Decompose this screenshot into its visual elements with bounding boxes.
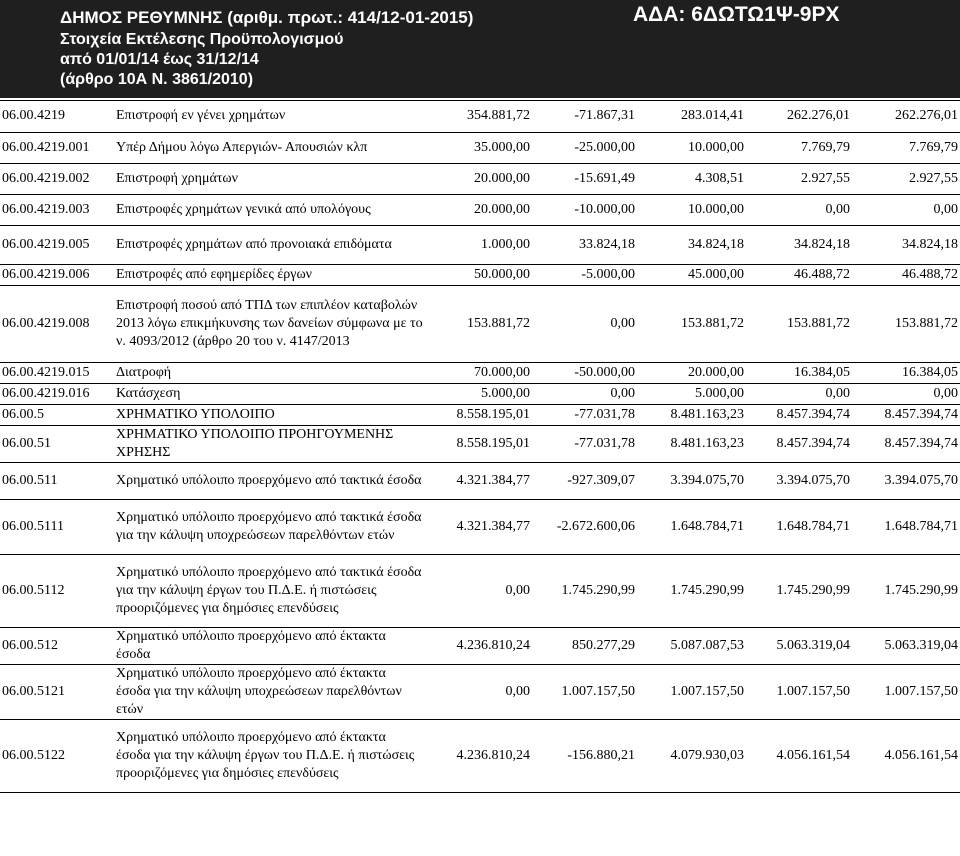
certified-amount-cell: 5.063.319,04 (746, 627, 852, 664)
budget-initial-cell: 50.000,00 (424, 264, 532, 285)
budget-table-container (0, 100, 960, 856)
collected-amount-cell: 8.457.394,74 (852, 404, 960, 425)
budget-final-cell: 153.881,72 (637, 285, 746, 362)
collected-amount-cell: 0,00 (852, 194, 960, 225)
budget-final-cell: 8.481.163,23 (637, 425, 746, 462)
description-cell: Επιστροφή χρημάτων (112, 163, 424, 194)
budget-final-cell: 4.308,51 (637, 163, 746, 194)
budget-initial-cell: 20.000,00 (424, 194, 532, 225)
budget-final-cell: 283.014,41 (637, 101, 746, 132)
collected-amount-cell: 5.063.319,04 (852, 627, 960, 664)
collected-amount-cell: 1.648.784,71 (852, 499, 960, 554)
description-cell: Χρηματικό υπόλοιπο προερχόμενο από έκτακτα έσοδα για την κάλυψη έργων του Π.Δ.Ε. ή πιστώσεις προοριζόμενες για δημόσιες επενδύσεις (112, 719, 424, 792)
collected-amount-cell: 3.394.075,70 (852, 462, 960, 499)
table-row (0, 499, 960, 554)
budget-final-cell: 1.007.157,50 (637, 664, 746, 719)
budget-change-cell: 0,00 (532, 285, 637, 362)
certified-amount-cell: 7.769,79 (746, 132, 852, 163)
legal-reference: (άρθρο 10Α Ν. 3861/2010) (60, 71, 254, 88)
account-code-cell: 06.00.5121 (0, 664, 112, 719)
budget-initial-cell: 0,00 (424, 664, 532, 719)
account-code-cell: 06.00.4219.008 (0, 285, 112, 362)
table-row (0, 362, 960, 383)
certified-amount-cell: 262.276,01 (746, 101, 852, 132)
account-code-cell: 06.00.4219.003 (0, 194, 112, 225)
budget-initial-cell: 20.000,00 (424, 163, 532, 194)
table-row (0, 225, 960, 264)
certified-amount-cell: 2.927,55 (746, 163, 852, 194)
table-row (0, 425, 960, 462)
budget-change-cell: -77.031,78 (532, 425, 637, 462)
budget-final-cell: 1.745.290,99 (637, 554, 746, 627)
collected-amount-cell: 34.824,18 (852, 225, 960, 264)
table-body (0, 101, 960, 792)
budget-change-cell: -15.691,49 (532, 163, 637, 194)
budget-change-cell: -71.867,31 (532, 101, 637, 132)
description-cell: Χρηματικό υπόλοιπο προερχόμενο από τακτικά έσοδα (112, 462, 424, 499)
table-row (0, 627, 960, 664)
budget-initial-cell: 5.000,00 (424, 383, 532, 404)
account-code-cell: 06.00.4219.006 (0, 264, 112, 285)
collected-amount-cell: 1.745.290,99 (852, 554, 960, 627)
budget-change-cell: 1.745.290,99 (532, 554, 637, 627)
budget-initial-cell: 4.321.384,77 (424, 462, 532, 499)
account-code-cell: 06.00.4219.015 (0, 362, 112, 383)
certified-amount-cell: 153.881,72 (746, 285, 852, 362)
description-cell: Επιστροφή ποσού από ΤΠΔ των επιπλέον καταβολών 2013 λόγω επικμήκυνσης των δανείων σύμφωνα με το ν. 4093/2012 (άρθρο 20 του ν. 4147/2013 (112, 285, 424, 362)
table-row (0, 462, 960, 499)
budget-change-cell: -10.000,00 (532, 194, 637, 225)
budget-initial-cell: 70.000,00 (424, 362, 532, 383)
budget-initial-cell: 8.558.195,01 (424, 404, 532, 425)
collected-amount-cell: 2.927,55 (852, 163, 960, 194)
collected-amount-cell: 8.457.394,74 (852, 425, 960, 462)
budget-initial-cell: 153.881,72 (424, 285, 532, 362)
budget-initial-cell: 35.000,00 (424, 132, 532, 163)
budget-change-cell: 1.007.157,50 (532, 664, 637, 719)
report-period: από 01/01/14 έως 31/12/14 (60, 51, 259, 68)
document-header (0, 0, 960, 98)
budget-final-cell: 34.824,18 (637, 225, 746, 264)
description-cell: Κατάσχεση (112, 383, 424, 404)
description-cell: Χρηματικό υπόλοιπο προερχόμενο από έκτακτα έσοδα (112, 627, 424, 664)
collected-amount-cell: 262.276,01 (852, 101, 960, 132)
budget-final-cell: 10.000,00 (637, 194, 746, 225)
budget-initial-cell: 0,00 (424, 554, 532, 627)
budget-change-cell: -25.000,00 (532, 132, 637, 163)
account-code-cell: 06.00.5112 (0, 554, 112, 627)
budget-initial-cell: 354.881,72 (424, 101, 532, 132)
certified-amount-cell: 1.007.157,50 (746, 664, 852, 719)
account-code-cell: 06.00.4219.002 (0, 163, 112, 194)
collected-amount-cell: 7.769,79 (852, 132, 960, 163)
certified-amount-cell: 8.457.394,74 (746, 404, 852, 425)
description-cell: Χρηματικό υπόλοιπο προερχόμενο από τακτικά έσοδα για την κάλυψη έργων του Π.Δ.Ε. ή πιστώσεις προοριζόμενες για δημόσιες επενδύσεις (112, 554, 424, 627)
certified-amount-cell: 8.457.394,74 (746, 425, 852, 462)
certified-amount-cell: 34.824,18 (746, 225, 852, 264)
budget-change-cell: -927.309,07 (532, 462, 637, 499)
certified-amount-cell: 0,00 (746, 383, 852, 404)
table-row (0, 383, 960, 404)
description-cell: Επιστροφές από εφημερίδες έργων (112, 264, 424, 285)
description-cell: Χρηματικό υπόλοιπο προερχόμενο από έκτακτα έσοδα για την κάλυψη υποχρεώσεων παρελθόντων ετών (112, 664, 424, 719)
budget-change-cell: 33.824,18 (532, 225, 637, 264)
description-cell: Χρηματικό υπόλοιπο προερχόμενο από τακτικά έσοδα για την κάλυψη υποχρεώσεων παρελθόντων ετών (112, 499, 424, 554)
budget-final-cell: 5.087.087,53 (637, 627, 746, 664)
account-code-cell: 06.00.512 (0, 627, 112, 664)
budget-initial-cell: 4.321.384,77 (424, 499, 532, 554)
budget-change-cell: -5.000,00 (532, 264, 637, 285)
budget-final-cell: 8.481.163,23 (637, 404, 746, 425)
collected-amount-cell: 153.881,72 (852, 285, 960, 362)
table-row (0, 163, 960, 194)
account-code-cell: 06.00.5122 (0, 719, 112, 792)
description-cell: ΧΡΗΜΑΤΙΚΟ ΥΠΟΛΟΙΠΟ (112, 404, 424, 425)
budget-change-cell: -77.031,78 (532, 404, 637, 425)
table-row (0, 264, 960, 285)
table-row (0, 132, 960, 163)
certified-amount-cell: 3.394.075,70 (746, 462, 852, 499)
budget-final-cell: 20.000,00 (637, 362, 746, 383)
budget-change-cell: 0,00 (532, 383, 637, 404)
collected-amount-cell: 0,00 (852, 383, 960, 404)
table-row (0, 554, 960, 627)
budget-final-cell: 45.000,00 (637, 264, 746, 285)
budget-change-cell: -2.672.600,06 (532, 499, 637, 554)
certified-amount-cell: 0,00 (746, 194, 852, 225)
budget-initial-cell: 8.558.195,01 (424, 425, 532, 462)
description-cell: Επιστροφές χρημάτων γενικά από υπολόγους (112, 194, 424, 225)
table-row (0, 285, 960, 362)
account-code-cell: 06.00.511 (0, 462, 112, 499)
certified-amount-cell: 1.745.290,99 (746, 554, 852, 627)
description-cell: Υπέρ Δήμου λόγω Απεργιών- Απουσιών κλπ (112, 132, 424, 163)
budget-final-cell: 1.648.784,71 (637, 499, 746, 554)
table-row (0, 101, 960, 132)
budget-execution-table (0, 101, 960, 793)
account-code-cell: 06.00.4219 (0, 101, 112, 132)
certified-amount-cell: 46.488,72 (746, 264, 852, 285)
description-cell: ΧΡΗΜΑΤΙΚΟ ΥΠΟΛΟΙΠΟ ΠΡΟΗΓΟΥΜΕΝΗΣ ΧΡΗΣΗΣ (112, 425, 424, 462)
budget-final-cell: 10.000,00 (637, 132, 746, 163)
certified-amount-cell: 4.056.161,54 (746, 719, 852, 792)
account-code-cell: 06.00.4219.001 (0, 132, 112, 163)
ada-code: ΑΔΑ: 6ΔΩΤΩ1Ψ-9ΡΧ (633, 3, 840, 26)
certified-amount-cell: 1.648.784,71 (746, 499, 852, 554)
account-code-cell: 06.00.4219.016 (0, 383, 112, 404)
account-code-cell: 06.00.5 (0, 404, 112, 425)
description-cell: Επιστροφή εν γένει χρημάτων (112, 101, 424, 132)
budget-final-cell: 3.394.075,70 (637, 462, 746, 499)
collected-amount-cell: 16.384,05 (852, 362, 960, 383)
description-cell: Διατροφή (112, 362, 424, 383)
account-code-cell: 06.00.51 (0, 425, 112, 462)
budget-initial-cell: 4.236.810,24 (424, 627, 532, 664)
table-row (0, 194, 960, 225)
municipality-title: ΔΗΜΟΣ ΡΕΘΥΜΝΗΣ (αριθμ. πρωτ.: 414/12-01-2015) (60, 8, 474, 27)
budget-change-cell: 850.277,29 (532, 627, 637, 664)
collected-amount-cell: 4.056.161,54 (852, 719, 960, 792)
table-row (0, 404, 960, 425)
description-cell: Επιστροφές χρημάτων από προνοιακά επιδόματα (112, 225, 424, 264)
budget-initial-cell: 1.000,00 (424, 225, 532, 264)
table-row (0, 664, 960, 719)
certified-amount-cell: 16.384,05 (746, 362, 852, 383)
budget-change-cell: -50.000,00 (532, 362, 637, 383)
account-code-cell: 06.00.4219.005 (0, 225, 112, 264)
budget-final-cell: 5.000,00 (637, 383, 746, 404)
budget-final-cell: 4.079.930,03 (637, 719, 746, 792)
budget-change-cell: -156.880,21 (532, 719, 637, 792)
report-title: Στοιχεία Εκτέλεσης Προϋπολογισμού (60, 31, 344, 48)
collected-amount-cell: 46.488,72 (852, 264, 960, 285)
budget-initial-cell: 4.236.810,24 (424, 719, 532, 792)
table-row (0, 719, 960, 792)
account-code-cell: 06.00.5111 (0, 499, 112, 554)
collected-amount-cell: 1.007.157,50 (852, 664, 960, 719)
